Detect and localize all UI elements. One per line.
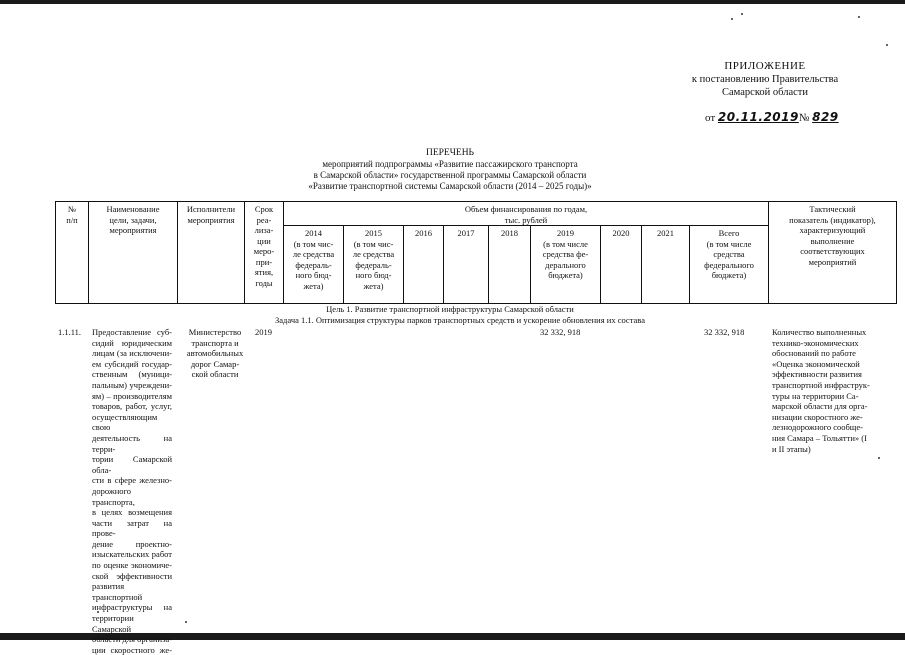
appendix-line: Самарской области (722, 87, 808, 98)
name-line: территории Самарской (92, 613, 134, 634)
header-text: бюджета) (711, 270, 747, 280)
heading-line: в Самарской области» государственной программы Самарской области (313, 170, 587, 180)
header-text: мероприятий (808, 256, 857, 267)
from-label: от (705, 112, 716, 124)
header-text: дерального (545, 259, 586, 270)
document-title: ПЕРЕЧЕНЬ (425, 148, 475, 158)
executor-line: ской области (191, 369, 239, 380)
header-text: жета) (363, 280, 384, 291)
row-term: 2019 (255, 327, 272, 337)
number-label: № (798, 112, 810, 124)
row-executor (180, 327, 250, 380)
row-value-2019: 32 332, 918 (540, 327, 581, 337)
scan-edge-top (0, 0, 905, 4)
header-total (690, 228, 768, 281)
header-year-2014 (284, 228, 343, 291)
indicator-line: и II этапы) (772, 443, 811, 454)
header-name (89, 204, 177, 236)
header-text: федерального (704, 259, 754, 270)
header-text: ле средства (292, 249, 335, 259)
name-line: инфраструктуры на (92, 602, 172, 613)
header-text: ле средства (352, 249, 395, 259)
header-text: жета) (303, 280, 324, 291)
header-funding (284, 204, 768, 225)
header-text: ного бюд- (355, 270, 392, 280)
indicator-line: «Оценка экономической (772, 358, 860, 369)
header-text: п/п (66, 214, 78, 225)
header-text: (в том числе (706, 238, 752, 249)
header-text: годы (255, 277, 273, 288)
table-year-divider (283, 225, 768, 226)
header-text: (в том чис- (353, 238, 394, 249)
scan-speck (886, 44, 888, 46)
header-text: мероприятия (109, 225, 157, 235)
indicator-line: транспортной инфраструк- (772, 379, 870, 390)
name-line: сидий юридическим (92, 337, 172, 348)
name-line: деятельность на терри- (92, 432, 172, 454)
document-heading (200, 148, 700, 192)
name-line: осуществляющим свою (92, 411, 158, 433)
decree-reference (705, 110, 839, 124)
header-text: 2015 (365, 228, 382, 238)
name-line: пальным) учреждени- (92, 379, 172, 390)
header-text: средства фе- (542, 249, 589, 259)
header-text: реа- (256, 214, 272, 225)
heading-line: «Развитие транспортной системы Самарской области (2014 – 2025 годы)» (308, 181, 592, 191)
executor-line: Министерство (188, 327, 242, 337)
header-text: бюджета) (548, 270, 583, 280)
header-executors (178, 204, 244, 225)
header-text: 2019 (557, 228, 574, 238)
row-name (92, 327, 172, 655)
name-line: части затрат на прове- (92, 517, 172, 539)
header-year-2017: 2017 (457, 228, 475, 238)
header-text: федераль- (295, 259, 332, 270)
name-line: ям) – производителям (92, 390, 172, 401)
name-line: ции скоростного же- (92, 644, 172, 655)
header-text: выполнение (810, 235, 855, 246)
table-border-top (55, 201, 897, 202)
row-value-total: 32 332, 918 (704, 327, 745, 337)
header-text: лиза- (254, 225, 274, 235)
header-text: показатель (индикатор), (789, 214, 876, 225)
decree-number: 829 (812, 110, 839, 124)
header-text: 2014 (305, 228, 322, 238)
scan-speck (858, 16, 860, 18)
indicator-line: Количество выполненных (772, 327, 867, 337)
header-text: соответствующих (800, 246, 865, 256)
indicator-line: технико-экономических (772, 337, 859, 348)
header-text: Исполнители (186, 204, 236, 214)
name-line: по оценке экономиче- (92, 560, 172, 571)
name-line: ственным (муници- (92, 369, 172, 380)
header-text: Всего (718, 228, 740, 238)
scan-speck (185, 621, 187, 623)
header-text: Срок (254, 204, 274, 214)
goal-heading: Цель 1. Развитие транспортной инфраструктуры Самарской области (326, 304, 574, 314)
indicator-line: ния Самара – Тольятти» (I (772, 432, 867, 443)
name-line: развития транспортной (92, 581, 143, 602)
header-text: ного бюд- (295, 270, 332, 280)
appendix-line: к постановлению Правительства (691, 74, 839, 85)
name-line: тории Самарской обла- (92, 454, 172, 475)
header-year-2020: 2020 (612, 228, 630, 238)
executor-line: дорог Самар- (190, 358, 240, 369)
decree-date: 20.11.2019 (717, 110, 799, 124)
executor-line: транспорта и (191, 337, 239, 348)
header-text: (в том чис- (293, 238, 334, 249)
name-line: в целях возмещения (92, 507, 172, 518)
name-line: дорожного транспорта, (92, 485, 135, 507)
scan-speck (741, 13, 743, 15)
header-text: Тактический (809, 204, 856, 214)
header-text: тыс. рублей (504, 214, 548, 225)
row-number: 1.1.11. (58, 327, 82, 337)
header-text: ции (257, 235, 271, 246)
header-text: ятия, (254, 267, 274, 277)
header-year-2016: 2016 (415, 228, 432, 238)
indicator-line: марской области для орга- (772, 401, 868, 412)
header-text: Объем финансирования по годам, (464, 204, 588, 214)
name-line: области для организа- (92, 634, 172, 645)
header-text: при- (255, 256, 273, 267)
indicator-line: эффективности развития (772, 369, 862, 380)
indicator-line: лезнодорожного сообще- (772, 422, 863, 433)
name-line: ской эффективности (92, 570, 172, 581)
name-line: товаров, работ, услуг, (92, 401, 172, 412)
header-text: № (67, 204, 77, 214)
header-indicator (769, 204, 896, 267)
header-text: характеризующий (799, 225, 866, 235)
scan-speck (878, 457, 880, 459)
header-text: (в том числе (543, 238, 588, 249)
name-line: дение проектно- (92, 538, 172, 549)
header-text: Наименование (106, 204, 160, 214)
header-year-2018: 2018 (501, 228, 518, 238)
header-year-2019 (531, 228, 600, 281)
name-line: лицам (за исключени- (92, 348, 172, 359)
scan-speck (731, 18, 733, 20)
header-term (245, 204, 283, 288)
header-text: средства (713, 249, 745, 259)
header-year-2021: 2021 (657, 228, 674, 238)
task-heading: Задача 1.1. Оптимизация структуры парков транспортных средств и ускорение обновления их состава (275, 315, 645, 325)
row-indicator (772, 327, 894, 454)
executor-line: автомобильных (186, 348, 244, 359)
header-text: меро- (253, 246, 275, 256)
name-line: Предоставление суб- (92, 327, 172, 337)
header-text: федераль- (355, 259, 392, 270)
heading-line: мероприятий подпрограммы «Развитие пассажирского транспорта (322, 159, 578, 169)
header-num (56, 204, 88, 225)
indicator-line: обоснований по работе (772, 348, 856, 359)
header-text: мероприятия (187, 214, 235, 225)
table-border-right (896, 201, 897, 303)
name-line: ем субсидий государ- (92, 358, 172, 369)
appendix-title: ПРИЛОЖЕНИЕ (724, 60, 806, 72)
appendix-block (640, 60, 890, 99)
name-line: изыскательских работ (92, 549, 172, 560)
indicator-line: туры на территории Са- (772, 390, 859, 401)
name-line: сти в сфере железно- (92, 475, 172, 486)
header-year-2015 (344, 228, 403, 291)
header-text: цели, задачи, (109, 214, 157, 225)
indicator-line: низации скоростного же- (772, 411, 863, 422)
